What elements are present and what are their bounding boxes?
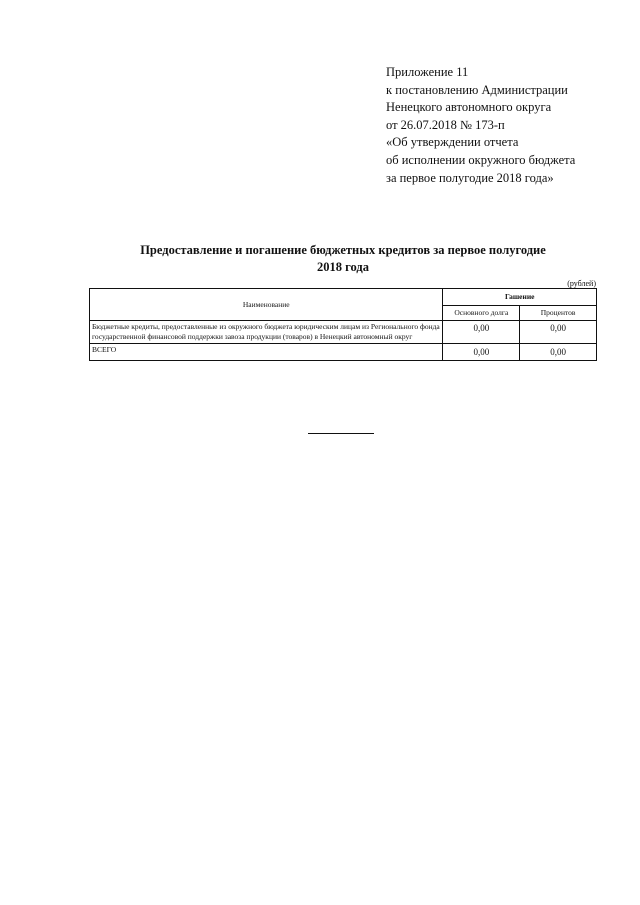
total-interest: 0,00: [520, 344, 597, 361]
row-principal: 0,00: [443, 321, 520, 344]
appendix-line: от 26.07.2018 № 173-п: [386, 117, 505, 132]
units-note: (рублей): [567, 279, 596, 288]
document-title: [90, 242, 596, 276]
appendix-line: «Об утверждении отчета: [386, 135, 519, 150]
row-name: Бюджетные кредиты, предоставленные из окружного бюджета юридическим лицам из Регионального фонда государственной финансовой поддержки завоза продукции (товаров) в Ненецкий автономный округ: [90, 321, 443, 344]
header-name: Наименование: [90, 289, 443, 321]
table-header-row: [90, 289, 597, 306]
header-repayment: Гашение: [443, 289, 597, 306]
header-principal: Основного долга: [443, 306, 520, 321]
table-row: [90, 321, 597, 344]
total-principal: 0,00: [443, 344, 520, 361]
closing-divider: [308, 433, 374, 434]
appendix-line: за первое полугодие 2018 года»: [386, 170, 554, 185]
appendix-line: Ненецкого автономного округа: [386, 100, 552, 115]
header-interest: Процентов: [520, 306, 597, 321]
total-label: ВСЕГО: [90, 344, 443, 361]
total-row: [90, 344, 597, 361]
row-interest: 0,00: [520, 321, 597, 344]
document-title-line: 2018 года: [317, 260, 369, 274]
appendix-line: об исполнении окружного бюджета: [386, 152, 576, 167]
appendix-line: к постановлению Администрации: [386, 82, 568, 97]
appendix-reference: [386, 64, 626, 187]
document-title-line: Предоставление и погашение бюджетных кредитов за первое полугодие: [140, 243, 546, 257]
credits-table: [89, 288, 597, 361]
appendix-line: Приложение 11: [386, 65, 469, 79]
